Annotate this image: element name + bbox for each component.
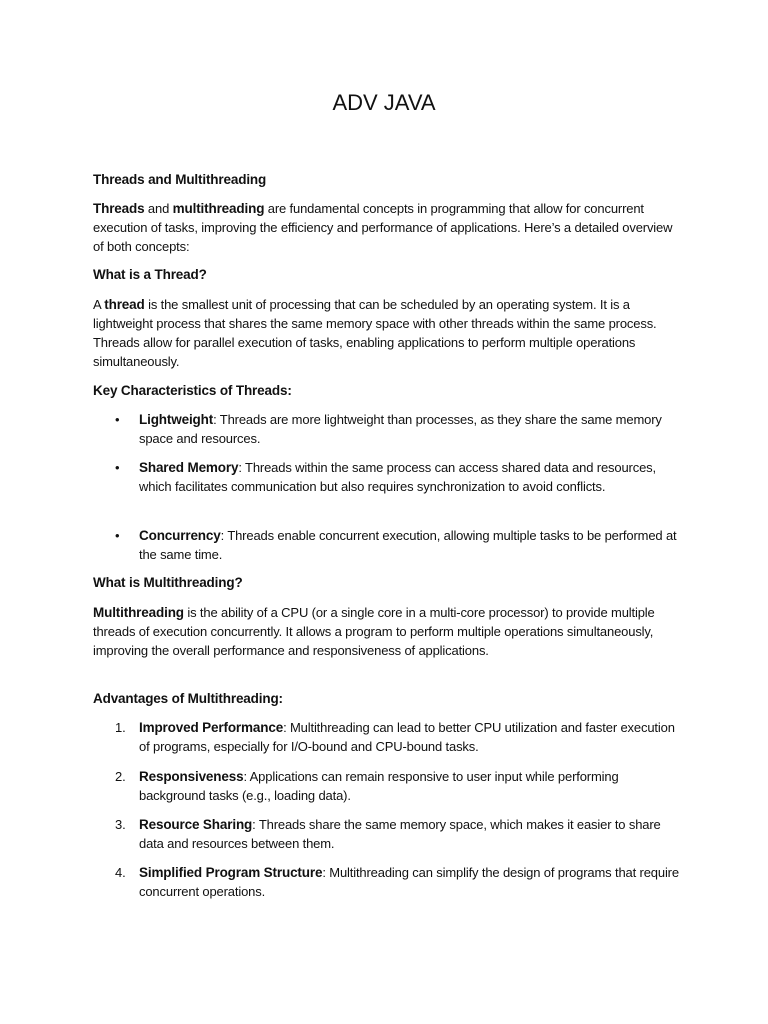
list-item xyxy=(115,863,684,901)
text: : Threads within the same process can access shared data and resources, which facilitates communication but also requires synchronization to avoid conflicts. xyxy=(139,460,656,494)
list-item xyxy=(115,458,684,496)
text: are fundamental concepts in programming that allow for concurrent execution of tasks, improving the efficiency and performance of applications. Here’s a detailed overview of both concepts: xyxy=(93,201,673,254)
list-number: 4. xyxy=(115,865,126,880)
text: and xyxy=(144,201,173,216)
heading-what-is-thread: What is a Thread? xyxy=(93,267,207,282)
document-title: ADV JAVA xyxy=(332,90,436,115)
text: : Threads enable concurrent execution, allowing multiple tasks to be performed at the same time. xyxy=(139,528,677,562)
multithreading-paragraph xyxy=(93,603,683,660)
bold-term: Responsiveness xyxy=(139,769,244,784)
list-item xyxy=(115,526,684,564)
intro-paragraph xyxy=(93,199,683,256)
list-number: 3. xyxy=(115,817,126,832)
text: : Multithreading can lead to better CPU utilization and faster execution of programs, especially for I/O-bound and CPU-bound tasks. xyxy=(139,720,675,754)
text: is the ability of a CPU (or a single core in a multi-core processor) to provide multiple threads of execution concurrently. It allows a program to perform multiple operations simultaneously, improving the overall performance and responsiveness of applications. xyxy=(93,605,655,658)
bold-term: thread xyxy=(104,297,145,312)
list-item xyxy=(115,718,684,756)
heading-key-characteristics: Key Characteristics of Threads: xyxy=(93,383,292,398)
list-item xyxy=(115,767,684,805)
bullet-marker: • xyxy=(115,460,120,475)
list-item xyxy=(115,815,684,853)
heading-advantages: Advantages of Multithreading: xyxy=(93,691,283,706)
bold-term: Threads xyxy=(93,201,145,216)
bold-term: Lightweight xyxy=(139,412,214,427)
thread-paragraph xyxy=(93,295,683,371)
heading-threads-multithreading: Threads and Multithreading xyxy=(93,172,267,187)
heading-what-is-multithreading: What is Multithreading? xyxy=(93,575,243,590)
bold-term: Resource Sharing xyxy=(139,817,253,832)
list-number: 2. xyxy=(115,769,126,784)
list-number: 1. xyxy=(115,720,126,735)
text: : Applications can remain responsive to user input while performing background tasks (e.g., loading data). xyxy=(139,769,619,803)
bullet-marker: • xyxy=(115,412,120,427)
bold-term: Concurrency xyxy=(139,528,221,543)
text: is the smallest unit of processing that can be scheduled by an operating system. It is a lightweight process that shares the same memory space with other threads within the same process. Threads allow for parallel execution of tasks, enabling applications to perform multiple operations simultaneously. xyxy=(93,297,657,369)
bold-term: Simplified Program Structure xyxy=(139,865,323,880)
text: : Multithreading can simplify the design of programs that require concurrent operations. xyxy=(139,865,679,899)
text: : Threads are more lightweight than processes, as they share the same memory space and resources. xyxy=(139,412,662,446)
bold-term: Improved Performance xyxy=(139,720,284,735)
bullet-marker: • xyxy=(115,528,120,543)
text: : Threads share the same memory space, which makes it easier to share data and resources between them. xyxy=(139,817,661,851)
bold-term: multithreading xyxy=(172,201,265,216)
bold-term: Multithreading xyxy=(93,605,184,620)
bold-term: Shared Memory xyxy=(139,460,239,475)
list-item xyxy=(115,410,684,448)
text: A xyxy=(93,297,105,312)
